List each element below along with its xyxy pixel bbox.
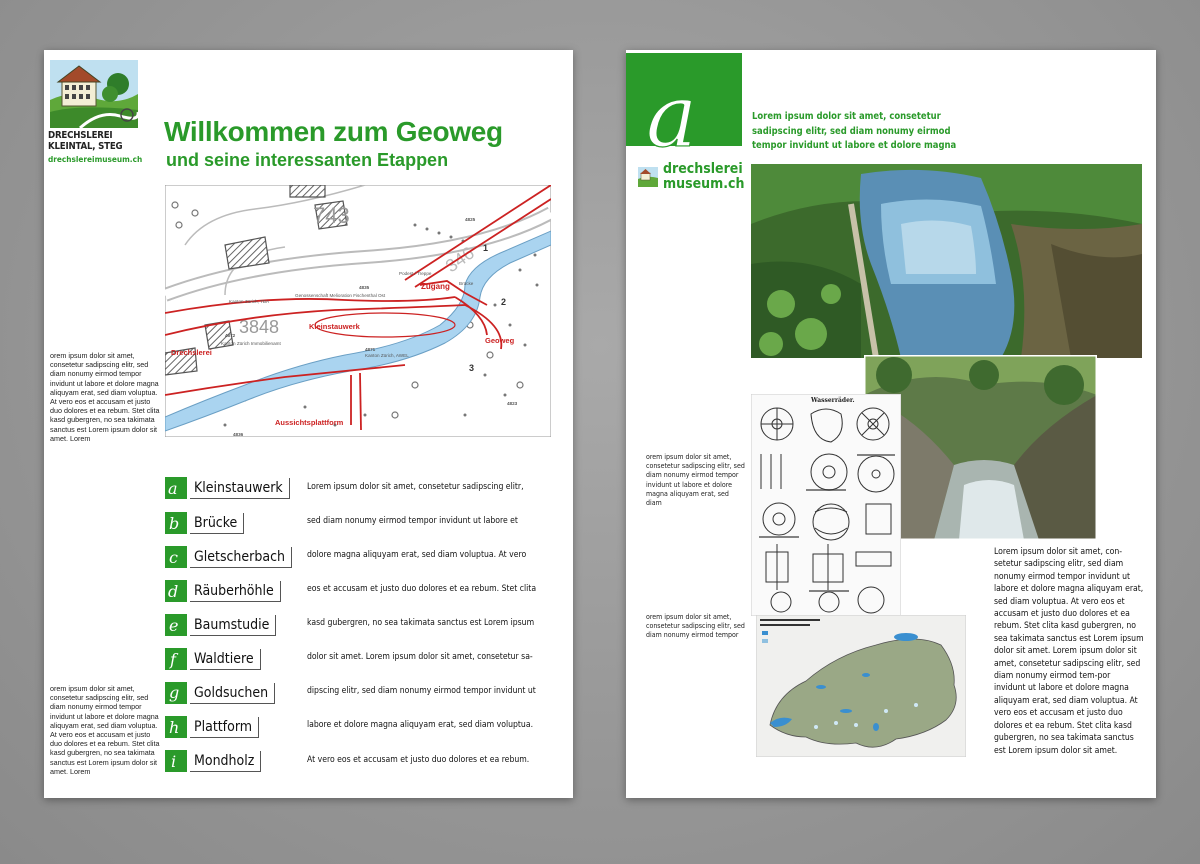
left-page [44, 50, 573, 798]
map-label-podest: Podest / Treppe [399, 271, 432, 276]
stage-label: Gletscherbach [190, 547, 292, 568]
stage-letter-i-icon [165, 750, 187, 772]
stage-text: sed diam nonumy eirmod tempor invidunt ut labore et [307, 516, 518, 526]
map-label-n3: 3 [469, 363, 475, 373]
stage-label: Baumstudie [190, 615, 276, 636]
caption-1: orem ipsum dolor sit amet, consetetur sadipscing elitr, sed diam nonumy eirmod tempor invidunt ut labore et dolore magna aliquyam erat, sed diam [646, 453, 745, 508]
stage-text: At vero eos et accusam et justo duo dolores et ea rebum. [307, 755, 530, 765]
svg-text:d: d [168, 582, 179, 601]
stage-plattform [165, 716, 295, 738]
stage-text: dolor sit amet. Lorem ipsum dolor sit amet, consetetur sa- [307, 652, 533, 662]
brand-line-2: museum.ch [663, 176, 745, 192]
map-label-p3: 4872 [225, 333, 236, 338]
stage-label: Kleinstauwerk [190, 478, 290, 499]
stage-letter-e-icon [165, 614, 187, 636]
waterwheels-illustration [751, 394, 901, 616]
page-title: Willkommen zum Geoweg [164, 116, 503, 147]
stage-goldsuchen [165, 682, 295, 704]
right-page [626, 50, 1156, 798]
reservoir-photo [751, 164, 1142, 358]
switzerland-map [756, 615, 966, 757]
stage-baumstudie [165, 614, 295, 636]
stage-text: dipscing elitr, sed diam nonumy eirmod tempor invidunt ut [307, 686, 536, 696]
big-letter-a-icon [646, 67, 756, 167]
stage-text: Lorem ipsum dolor sit amet, consetetur sadipscing elitr, [307, 482, 524, 492]
stage-text: kasd gubergren, no sea takimata sanctus est Lorem ipsum [307, 618, 535, 628]
svg-text:f: f [170, 650, 176, 669]
side-text-1: orem ipsum dolor sit amet, consetetur sadipscing elitr, sed diam nonumy eirmod tempor invidunt ut labore et dolore magna aliquyam erat, sed diam voluptua. At vero eos et accusam et justo duo dolores et ea rebum. Stet clita kasd gubergren, no sea takimata sanctus est Lorem ipsum dolor sit amet. Lorem [50, 351, 160, 443]
stage-raeuberhoehle [165, 580, 295, 602]
stage-gletscherbach [165, 546, 295, 568]
stage-text: dolore magna aliquyam erat, sed diam voluptua. At vero [307, 550, 527, 560]
logo-line-1: DRECHSLEREI [48, 130, 113, 141]
map-label-p6: 4836 [233, 432, 244, 437]
map-label-346: 346 [441, 242, 478, 277]
stage-label: Goldsuchen [190, 683, 275, 704]
side-text-2: orem ipsum dolor sit amet, consetetur sadipscing elitr, sed diam nonumy eirmod tempor invidunt ut labore et dolore magna aliquyam erat, sed diam voluptua. At vero eos et accusam et justo duo dolores et ea rebum. Stet clita kasd gubergren, no sea takimata sanctus est Lorem ipsum dolor sit amet. Lorem [50, 684, 160, 776]
logo-url: drechslereimuseum.ch [48, 154, 143, 164]
stage-letter-f-icon [165, 648, 187, 670]
stage-label: Mondholz [190, 751, 261, 772]
stage-letter-g-icon [165, 682, 187, 704]
svg-text:h: h [169, 718, 180, 737]
body-text: Lorem ipsum dolor sit amet, con-setetur sadipscing elitr, sed diam nonumy eirmod tempor invidunt ut labore et dolore magna aliquyam erat, sed diam voluptua. At vero eos et accusam et justo duo dolores et ea rebum. Stet clita kasd gubergren, no sea takimata sanctus est Lorem ipsum dolor sit amet. Lorem ipsum dolor sit amet, consetetur sadipscing elitr, sed diam nonumy eirmod tem-por invidunt ut labore et dolore magna aliquyam erat, sed diam voluptua. At vero eos et accusam et justo duo dolores et ea rebum. Stet clita kasd gubergren, no sea takimata sanctus est Lorem ipsum dolor sit amet. [994, 547, 1144, 756]
map-label-p5: 4823 [507, 401, 518, 406]
svg-text:a: a [168, 479, 178, 498]
stage-letter-h-icon [165, 716, 187, 738]
map-label-kanton-tba: Kanton Zürich, TBA [229, 299, 270, 304]
stage-waldtiere [165, 648, 295, 670]
map-label-kanton-imm: Kanton Zürich Immobilienamt [221, 341, 281, 346]
map-label-awel: Kanton Zürich, AWEL [365, 353, 409, 358]
map-label-n2: 2 [501, 297, 507, 307]
map-label-geoweg: Geoweg [485, 336, 515, 345]
page-subtitle: und seine interessanten Etappen [166, 150, 449, 170]
stage-kleinstauwerk [165, 477, 295, 499]
map-label-aussichtsplattform: Aussichtsplattform [275, 418, 344, 427]
svg-text:e: e [169, 616, 179, 635]
map-label-743: 743 [313, 203, 350, 228]
right-headline: Lorem ipsum dolor sit amet, consetetur sadipscing elitr, sed diam nonumy eirmod tempor invidunt ut labore et dolore magna [752, 111, 957, 151]
illustration-title: Wasserräder. [811, 397, 855, 404]
brand-name [663, 162, 744, 192]
map-label-p2: 4825 [465, 217, 476, 222]
map-label-kleinstauwerk: Kleinstauwerk [309, 322, 360, 331]
geoweg-map [165, 185, 551, 437]
map-label-p4: 4871 [365, 347, 376, 352]
map-label-genossenschaft: Genossenschaft Melioration Fischenthal Ost [295, 293, 386, 298]
brand-logo-icon [638, 167, 658, 187]
svg-text:b: b [169, 514, 180, 533]
stage-mondholz [165, 750, 295, 772]
stage-letter-c-icon [165, 546, 187, 568]
caption-2: orem ipsum dolor sit amet, consetetur sadipscing elitr, sed diam nonumy eirmod tempor [646, 613, 745, 640]
map-label-n1: 1 [483, 243, 489, 253]
svg-text:a: a [646, 67, 698, 167]
svg-text:g: g [169, 683, 180, 702]
map-label-zugang: Zugang [421, 282, 450, 291]
museum-logo-illustration [50, 60, 138, 128]
stage-letter-d-icon [165, 580, 187, 602]
map-label-p1: 4835 [359, 285, 370, 290]
stage-label: Brücke [190, 513, 244, 534]
stage-label: Räuberhöhle [190, 581, 281, 602]
stage-text: labore et dolore magna aliquyam erat, sed diam voluptua. [307, 720, 534, 730]
map-label-3848: 3848 [239, 317, 280, 337]
stage-label: Plattform [190, 717, 259, 738]
svg-text:c: c [169, 548, 178, 567]
logo-line-2: KLEINTAL, STEG [48, 141, 123, 152]
svg-text:i: i [171, 752, 177, 771]
brand-line-1: drechslerei [663, 161, 743, 177]
stage-letter-a-icon [165, 477, 187, 499]
stage-label: Waldtiere [190, 649, 261, 670]
stage-bruecke [165, 512, 295, 534]
stage-text: eos et accusam et justo duo dolores et ea rebum. Stet clita [307, 584, 537, 594]
map-label-drechslerei: Drechslerei [171, 348, 212, 357]
stage-letter-b-icon [165, 512, 187, 534]
map-label-bruecke: Brücke [459, 281, 474, 286]
